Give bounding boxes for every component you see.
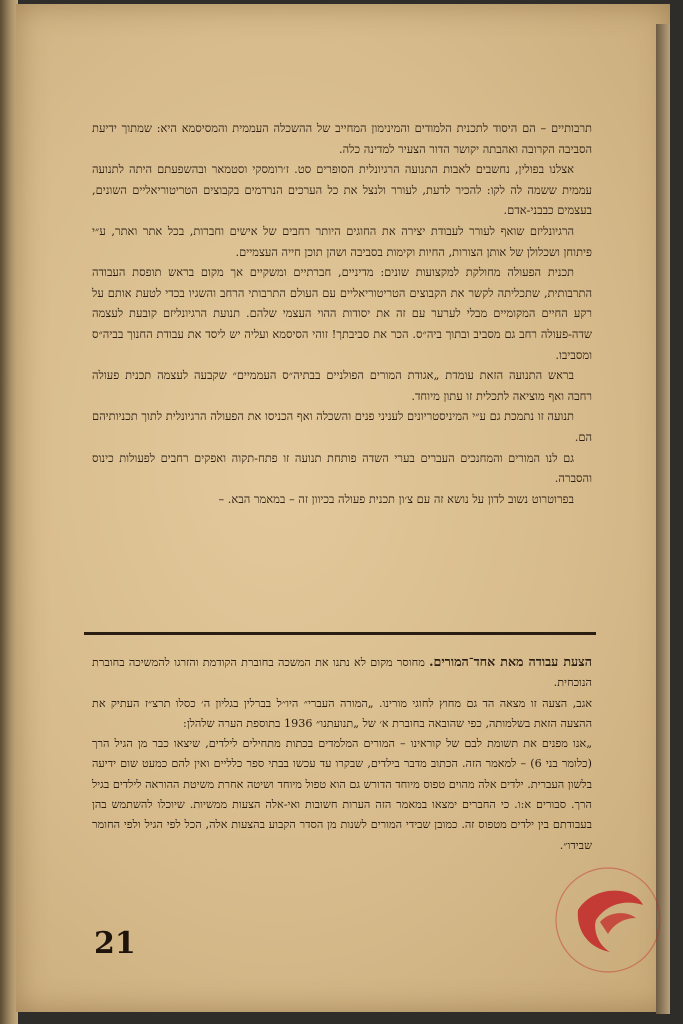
paragraph: הרגיונליזם שואף לעורר לעבודת יצירה את החוגים היותר רחבים של אישים וחברות, בכל אתר ואתר, ע״י פיתוחן ושכלולן של אותן הצורות, החיות וקימות בסביבה ושהן תוכן חייה העצמיים. (92, 223, 592, 259)
quoted-paragraph: „אנו מפנים את תשומת לבם של קוראינו – המורים המלמדים בכתות מתחילים לילדים, שיצאו כבר מן הגיל הרך (כלומר בני 6) – למאמר הזה. הכתוב מדבר בילדים, שבקרו עד עכשו בבתי ספר כלליים ואין להם כמעט שום ידיעה בלשון העברית. ילדים אלה מהוים טפוס מיוחד הדורש גם הוא טפול מיוחד ושיטה אחרת משיטת ההוראה לילדים בגיל הרך. סבורים א:ו. כי החברים ימצאו במאמר הזה הערות חשובות ואי-אלה הצעות ממשיות. שיוכלו להשתמש בהן בעבודתם בין ילדים מטפוס זה. כמובן שבידי המורים לשנות מן הסדר הקבוע בהצעות אלה, הכל לפי הגיל ולפי החומר שבידו״. (92, 737, 592, 852)
paragraph: תנועה זו נתמכת גם ע״י המיניסטריונים לעניני פנים והשכלה ואף הכניסו את הפעולה הרגיונלית לתוך תכניותיהם הם. (92, 409, 592, 444)
article-intro: מחוסר מקום לא נתנו את המשכה בחוברת הקודמת והזרגו להמשיכה בחוברת הנוכחית. (92, 656, 592, 690)
paragraph: גם לנו המורים והמחנכים העברים בערי השדה פותחת תנועה זו פתח-תקוה ואפקים רחבים לפעולות כינוס והסברה. (92, 450, 592, 486)
library-stamp-logo (548, 860, 668, 980)
section-divider (84, 632, 596, 635)
paragraph: תרבותיים – הם היסוד לתכנית הלמודים והמינימון המחייב של ההשכלה העממית והמסיסמא היא: שמתוך ידיעת הסביבה הקרובה ואהבתה יקושר הדור הצעיר למדינה כלה. (92, 121, 592, 156)
article-headline: הצעת עבודה מאת אחד־המורים. (429, 654, 592, 669)
paragraph: בפרוטרוט נשוב לדון על נושא זה עם צ׳ון תכנית פעולה בכיוון זה – במאמר הבא. – (218, 491, 574, 506)
article-proposal (92, 652, 592, 856)
page-number: 21 (94, 926, 136, 961)
paragraph: בראש התנועה הזאת עומדת „אגודת המורים הפולניים בבתיה״ס העממיים״ שקבעה לעצמה תכנית פעולה רחבה ואף מוציאה לתכלית זו עתון מיוחד. (92, 368, 592, 403)
paragraph: אצלנו בפולין, נחשבים לאבות התנועה הרגיונלית הסופרים סט. ז׳רומסקי וסטמאר ובהשפעתם היתה לתנועה עממית ששמה לה לקו: להכיר לדעת, לעורר ולנצל את כל הערכים הנרדמים בקבוצים הטריטוריאליים השונים, בעצמים כבבני-אדם. (92, 162, 592, 218)
paragraph (92, 652, 592, 694)
paragraph: תכנית הפעולה מחולקת למקצועות שונים: מדיניים, חברתיים ומשקיים אך מקום בראש תופסת העבודה התרבותית, שתכליתה לקשר את הקבוצים הטריטוריאליים עם העולם התרבותי הרחב והשגיו בכדי לטעת אותם על רקע החיים המקומיים מבלי לערער עם זה את יסודות ההוי העצמי שלהם. תנועת הרגיונליזם קובעת לעצמה שדה-פעולה רחב גם מסביב ובתוך ביה״ס. הכר את סביבתך! זוהי הסיסמא ועליה יש ליסד את עבודת החנוך בביה״ס ומסביבו. (92, 265, 592, 362)
paragraph: אגב, הצעה זו מצאה הד גם מחוץ לחוגי מורינו. „המורה העברי״ היו״ל בברלין בגליון ה׳ כסלו תרצ״ז העתיק את ההצעה הזאת בשלמותה, כפי שהובאה בחוברת א׳ של „תנועתנו״ 1936 בתוספת הערה שלהלן: (92, 696, 592, 730)
article-continuation (92, 118, 592, 509)
